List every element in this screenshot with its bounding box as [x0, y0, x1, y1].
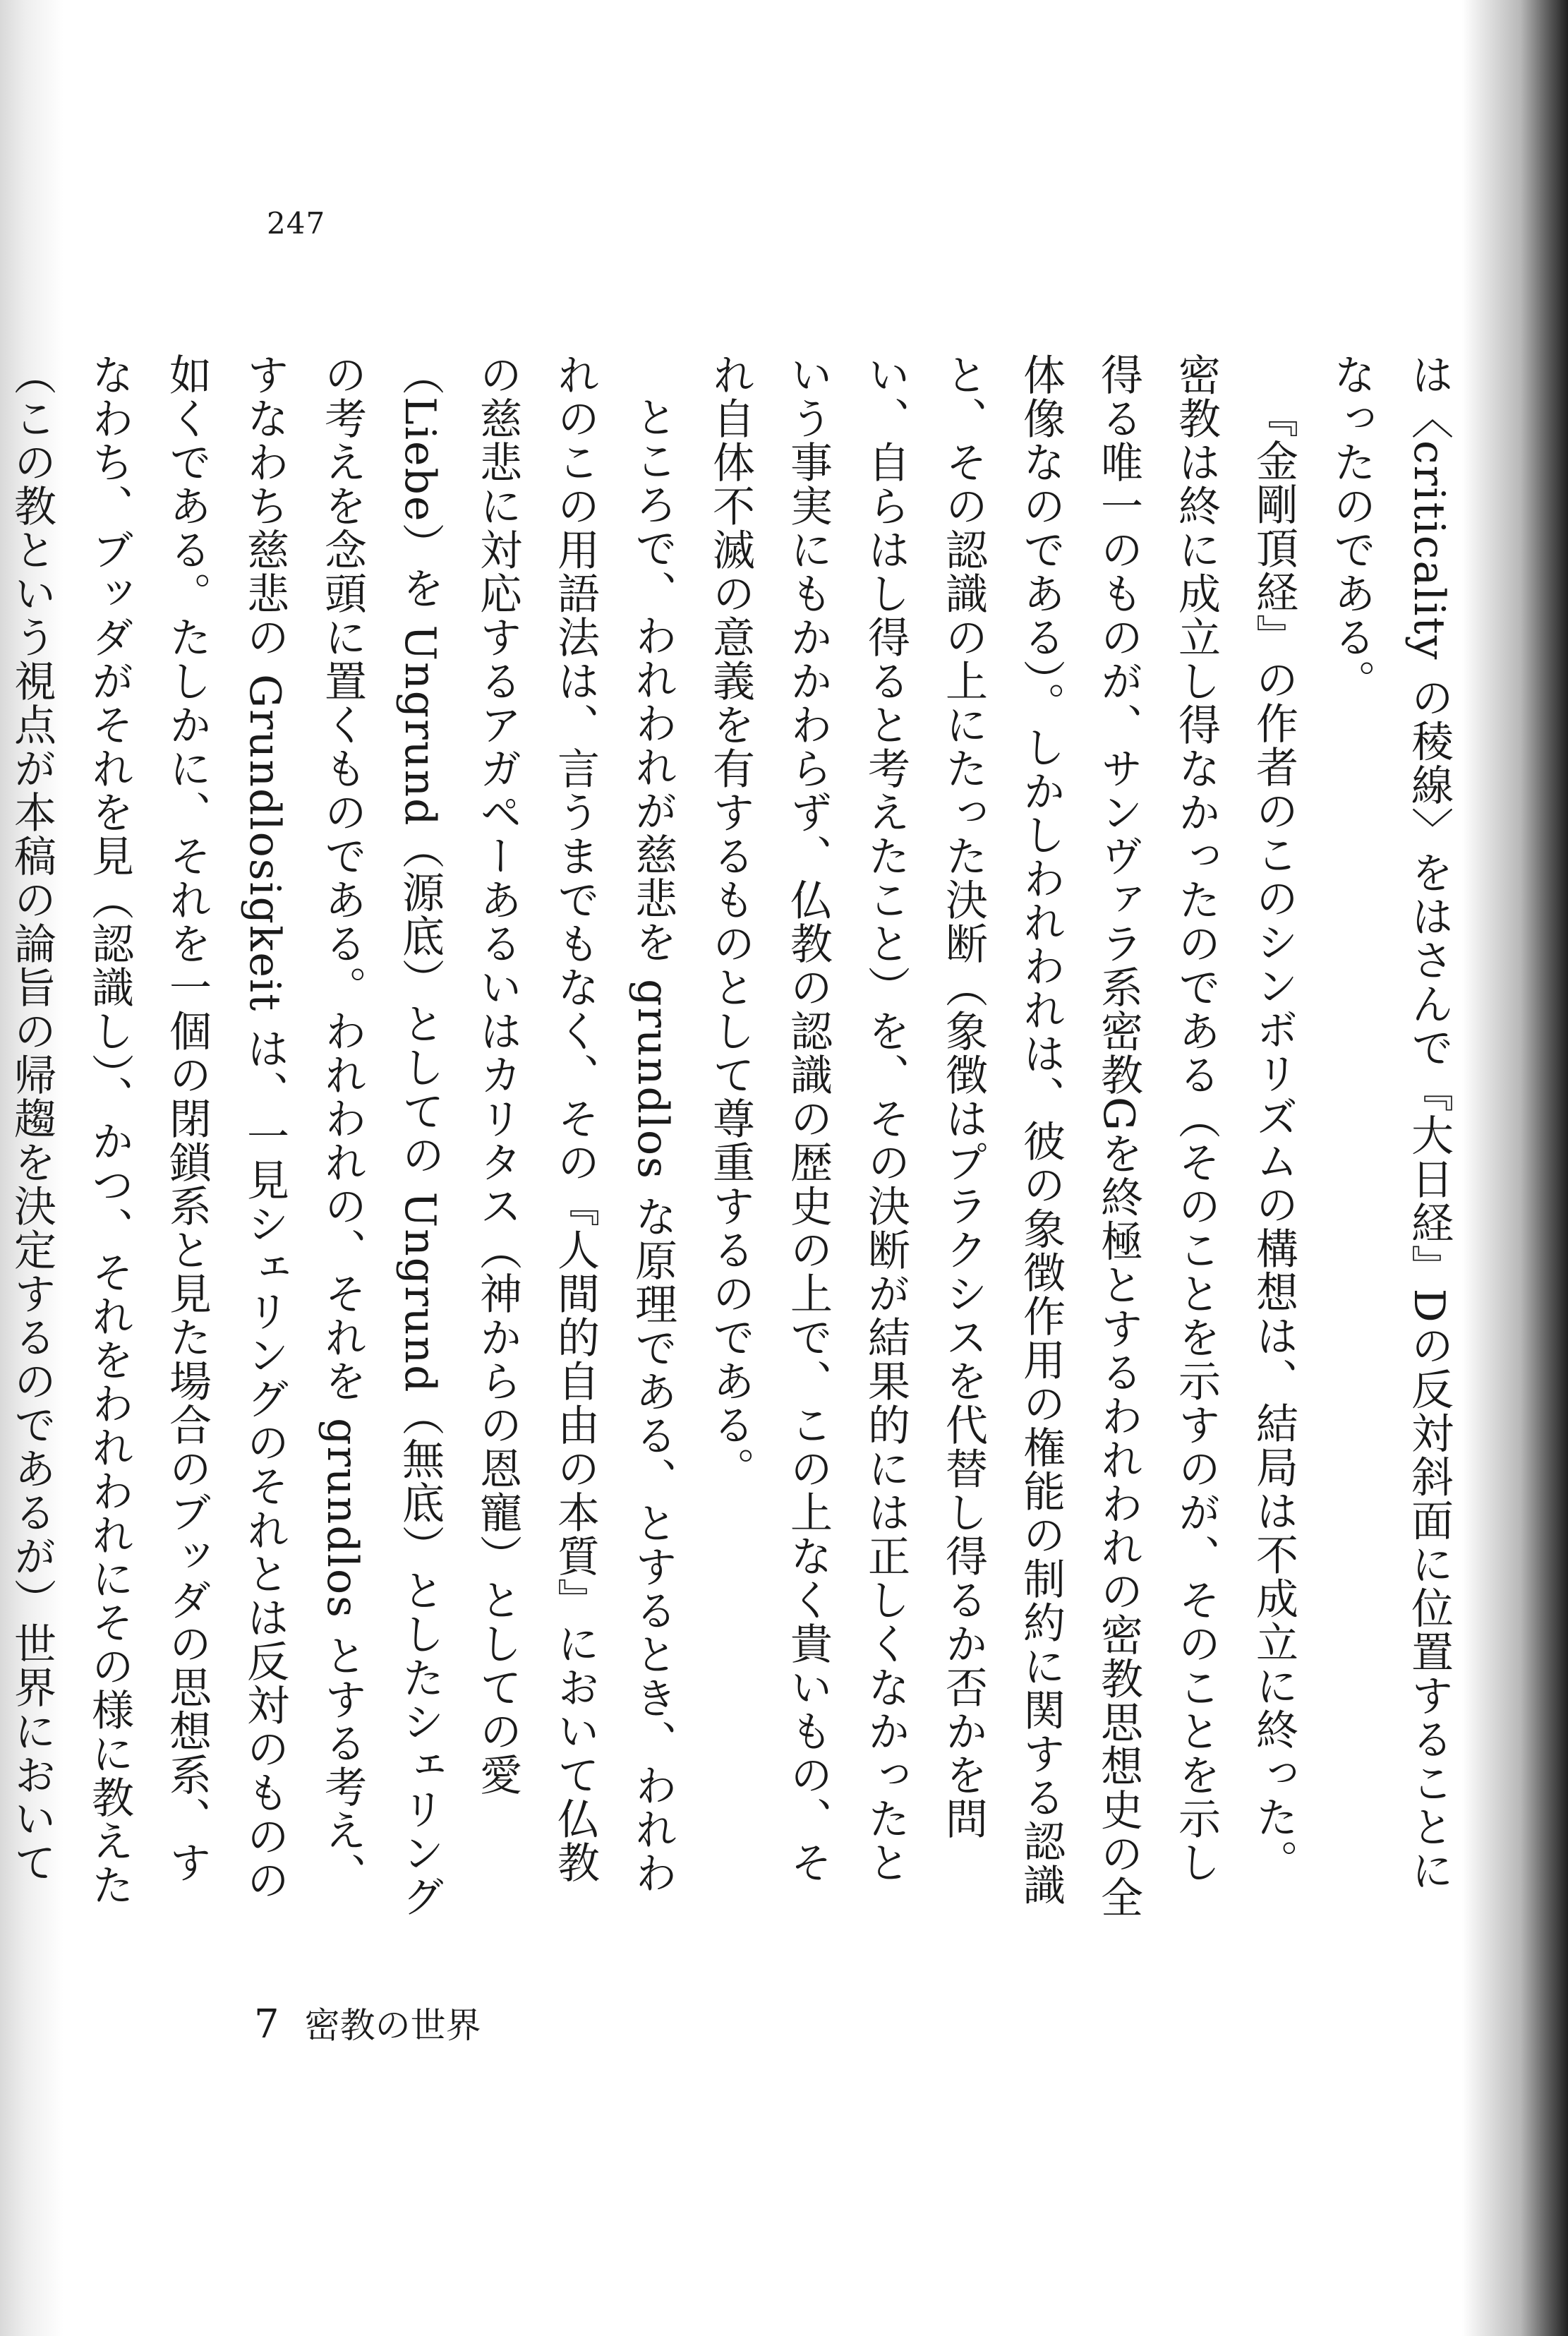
- page-number: 247: [267, 206, 326, 241]
- paragraph-1: は〈criticality の稜線〉をはさんで『大日経』Dの反対斜面に位置することになったのである。: [1327, 353, 1454, 1893]
- body-text: [7, 353, 1468, 1920]
- chapter-number: 7: [254, 2001, 279, 2047]
- chapter-title: 密教の世界: [304, 2005, 481, 2046]
- running-footer: [254, 1997, 481, 2048]
- paragraph-3: ところで、われわれが慈悲を grundlos な原理である、とするとき、われわれのこの用語法は、言うまでもなく、その『人間的自由の本質』において仏教の慈悲に対応するアガペーあるいはカリタス（神からの恩寵）としての愛（Liebe）を Ungrund（源底）としての Ungrund（無底）としたシェリングの考えを念頭に置くものである。われわれの、それを grundlos とする考え、すなわち慈悲の Grundlosigkeit は、一見シェリングのそれとは反対のものの如くである。たしかに、それを一個の閉鎖系と見た場合のブッダの思想系、すなわち、ブッダがそれを見（認識し）、かつ、それをわれわれにその様に教えた（この教という視点が本稿の論旨の帰趨を決定するのであるが）世界において: [7, 353, 677, 1919]
- paragraph-2: 『金剛頂経』の作者のこのシンボリズムの構想は、結局は不成立に終った。密教は終に成立し得なかったのである（そのことを示すのが、そのことを示し得る唯一のものが、サンヴァラ系密教Gを終極とするわれわれの密教思想史の全体像なのである）。しかしわれわれは、彼の象徴作用の権能の制約に関する認識と、その認識の上にたった決断（象徴はプラクシスを代替し得るか否かを問い、自らはし得ると考えたこと）を、その決断が結果的には正しくなかったという事実にもかかわらず、仏教の認識の歴史の上で、この上なく貴いもの、それ自体不滅の意義を有するものとして尊重するのである。: [706, 353, 1298, 1920]
- scan-shadow-right: [1462, 0, 1568, 2336]
